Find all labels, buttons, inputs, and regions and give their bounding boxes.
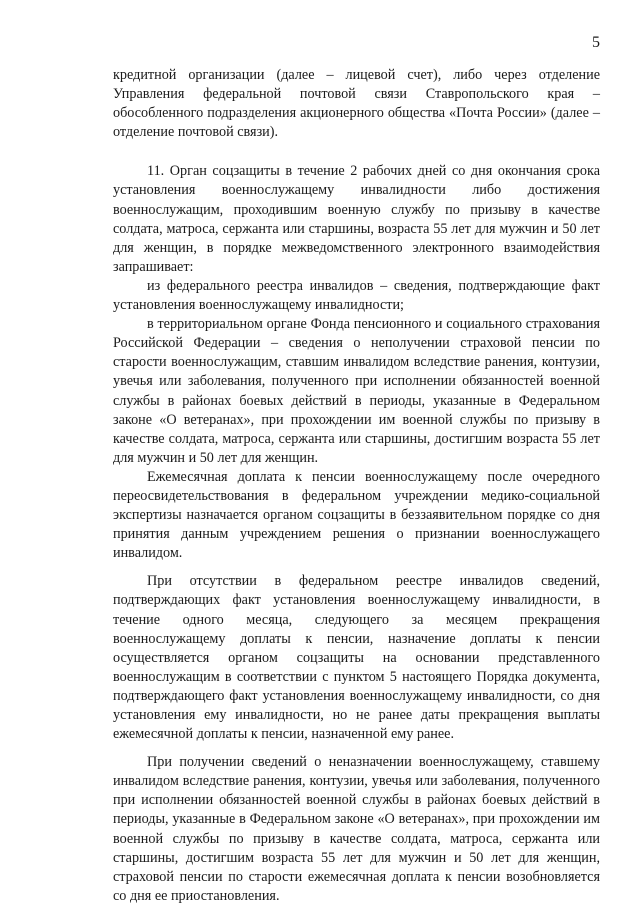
page-number: 5	[592, 34, 600, 51]
paragraph-resumption: При получении сведений о неназначении военнослужащему, ставшему инвалидом вследствие ранения, контузии, увечья или заболевания, полученного при исполнении обязанностей военной службы в районах боевых действий в периоды, указанные в Федеральном законе «О ветеранах», при прохождении им военной службы по призыву в качестве солдата, матроса, сержанта или старшины, достигшим возраста 55 лет для мужчин и 50 лет для женщин, страховой пенсии по старости ежемесячная доплата к пенсии возобновляется со дня ее приостановления.	[113, 754, 600, 904]
paragraph-continuation: кредитной организации (далее – лицевой счет), либо через отделение Управления федеральной почтовой связи Ставропольского края – обособленного подразделения акционерного общества «Почта России» (далее – отделение почтовой связи).	[113, 67, 600, 141]
paragraph-reexamination: Ежемесячная доплата к пенсии военнослужащему после очередного переосвидетельствования в федеральном учреждении медико-социальной экспертизы назначается органом соцзащиты в беззаявительном порядке со дня принятия данным учреждением решения о признании военнослужащего инвалидом.	[113, 468, 600, 562]
document-body	[113, 66, 600, 906]
paragraph-registry-request: из федерального реестра инвалидов – сведения, подтверждающие факт установления военнослужащему инвалидности;	[113, 277, 600, 314]
paragraph-pension-fund-request: в территориальном органе Фонда пенсионного и социального страхования Российской Федерации – сведения о неполучении страховой пенсии по старости военнослужащим, ставшим инвалидом вследствие ранения, контузии, увечья или заболевания, полученного при исполнении обязанностей военной службы в районах боевых действий в периоды, указанные в Федеральном законе «О ветеранах», при прохождении им военной службы по призыву в качестве солдата, матроса, сержанта или старшины, достигшим возраста 55 лет для мужчин и 50 лет для женщин.	[113, 316, 600, 466]
paragraph-clause-11: 11. Орган соцзащиты в течение 2 рабочих дней со дня окончания срока установления военнослужащему инвалидности либо достижения военнослужащим, проходившим военную службу по призыву в качестве солдата, матроса, сержанта или старшины, возраста 55 лет для мужчин и 50 лет для женщин, в порядке межведомственного электронного взаимодействия запрашивает:	[113, 163, 600, 275]
paragraph-missing-registry-data: При отсутствии в федеральном реестре инвалидов сведений, подтверждающих факт установления военнослужащему инвалидности, в течение одного месяца, следующего за месяцем прекращения военнослужащему доплаты к пенсии, назначение доплаты к пенсии осуществляется органом соцзащиты на основании представленного военнослужащим в соответствии с пунктом 5 настоящего Порядка документа, подтверждающего факт установления военнослужащему инвалидности, со дня установления ему инвалидности, но не ранее даты прекращения выплаты ежемесячной доплаты к пенсии, назначенной ему ранее.	[113, 573, 600, 743]
